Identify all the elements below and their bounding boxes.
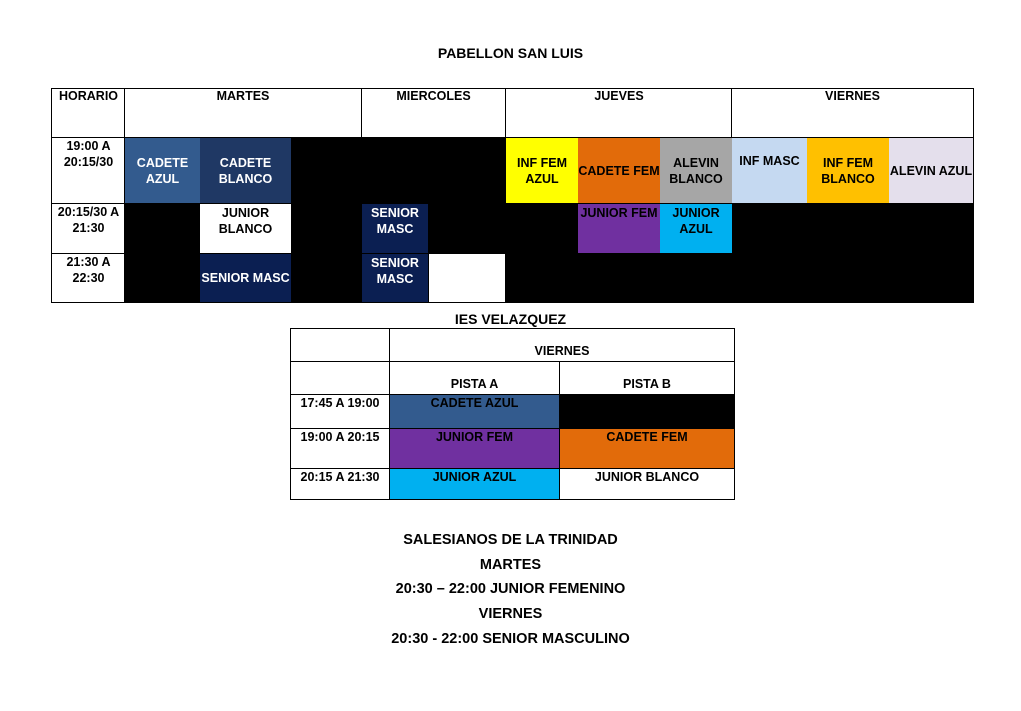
slot-inf-masc: INF MASC xyxy=(732,138,807,203)
time-row-2: 20:15/30 A 21:30 xyxy=(57,205,120,235)
salesianos-line-martes: 20:30 – 22:00 JUNIOR FEMENINO xyxy=(395,581,626,597)
slot-senior-masc-miercoles-2: SENIOR MASC xyxy=(362,254,428,302)
salesianos-day-martes: MARTES xyxy=(479,557,542,573)
salesianos-title: SALESIANOS DE LA TRINIDAD xyxy=(403,532,618,548)
slot-junior-azul: JUNIOR AZUL xyxy=(660,204,732,253)
header-viernes: VIERNES xyxy=(825,89,880,103)
salesianos-line-viernes: 20:30 - 22:00 SENIOR MASCULINO xyxy=(391,631,630,647)
empty-white-cell xyxy=(429,254,505,302)
slot-junior-blanco: JUNIOR BLANCO xyxy=(200,204,291,253)
time-row-3: 21:30 A 22:30 xyxy=(66,255,111,285)
ies-title: IES VELAZQUEZ xyxy=(454,311,567,327)
slot-alevin-blanco: ALEVIN BLANCO xyxy=(660,138,732,203)
ies-slot-black xyxy=(560,395,734,428)
ies-slot-junior-fem: JUNIOR FEM xyxy=(390,429,559,468)
ies-header-pista-a: PISTA A xyxy=(450,377,499,391)
slot-senior-masc-miercoles-1: SENIOR MASC xyxy=(362,204,428,253)
slot-junior-fem: JUNIOR FEM xyxy=(578,204,660,253)
ies-slot-junior-azul: JUNIOR AZUL xyxy=(390,469,559,499)
slot-cadete-fem: CADETE FEM xyxy=(578,138,660,203)
header-miercoles: MIERCOLES xyxy=(396,89,471,103)
ies-time-1: 17:45 A 19:00 xyxy=(300,396,380,410)
ies-time-2: 19:00 A 20:15 xyxy=(300,430,380,444)
ies-header-pista-b: PISTA B xyxy=(623,377,671,391)
ies-time-3: 20:15 A 21:30 xyxy=(300,470,380,484)
slot-cadete-azul: CADETE AZUL xyxy=(125,138,200,203)
slot-cadete-blanco: CADETE BLANCO xyxy=(200,138,291,203)
header-horario: HORARIO xyxy=(58,89,119,103)
header-martes: MARTES xyxy=(216,89,270,103)
header-jueves: JUEVES xyxy=(594,89,644,103)
ies-slot-junior-blanco: JUNIOR BLANCO xyxy=(594,470,700,484)
pabellon-title: PABELLON SAN LUIS xyxy=(437,45,584,61)
ies-header-viernes: VIERNES xyxy=(534,344,590,358)
slot-inf-fem-azul: INF FEM AZUL xyxy=(506,138,578,203)
slot-senior-masc-martes: SENIOR MASC xyxy=(200,254,291,302)
time-row-1: 19:00 A 20:15/30 xyxy=(63,139,114,169)
ies-slot-cadete-azul: CADETE AZUL xyxy=(390,395,559,428)
slot-alevin-azul: ALEVIN AZUL xyxy=(889,138,973,203)
salesianos-day-viernes: VIERNES xyxy=(478,606,543,622)
ies-slot-cadete-fem: CADETE FEM xyxy=(560,429,734,468)
slot-inf-fem-blanco: INF FEM BLANCO xyxy=(807,138,889,203)
